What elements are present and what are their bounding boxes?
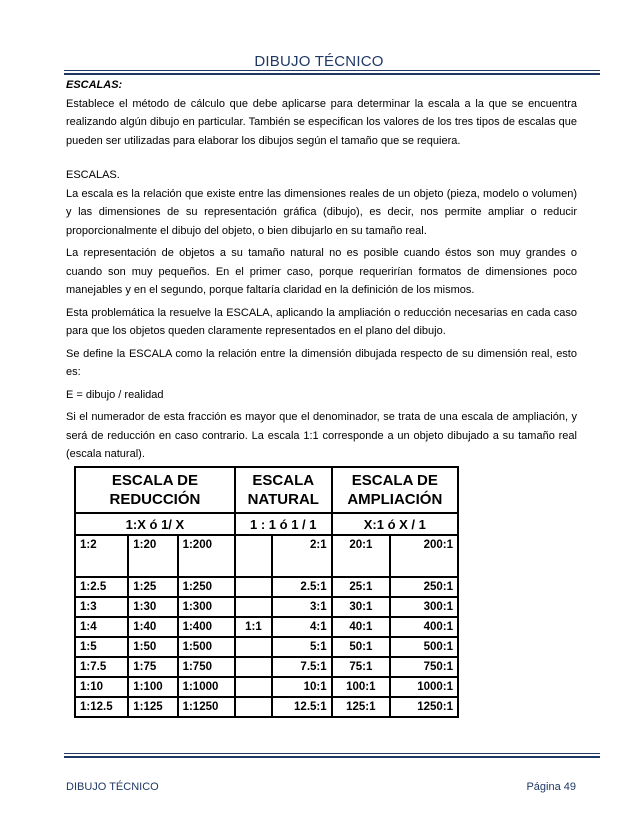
table-cell: 30:1 [332, 597, 390, 617]
table-cell [235, 577, 272, 597]
table-cell: 10:1 [272, 677, 332, 697]
subtitle: ESCALAS. [66, 169, 120, 181]
footer-rule-thick [64, 756, 600, 758]
table-cell [235, 637, 272, 657]
scales-table [74, 466, 459, 718]
table-cell: 1250:1 [390, 697, 458, 717]
table-cell: 1:7.5 [75, 657, 128, 677]
table-cell: 200:1 [390, 535, 458, 577]
table-row [75, 617, 458, 637]
formula-reduccion: 1:X ó 1/ X [75, 513, 235, 535]
table-cell: 1:200 [178, 535, 235, 577]
table-cell: 1:1250 [178, 697, 235, 717]
table-cell: 12.5:1 [272, 697, 332, 717]
table-row [75, 637, 458, 657]
table-cell [235, 597, 272, 617]
table-cell: 1:100 [128, 677, 177, 697]
table-cell: 250:1 [390, 577, 458, 597]
table-row [75, 657, 458, 677]
formula-ampliacion: X:1 ó X / 1 [332, 513, 458, 535]
section-label: ESCALAS: [66, 79, 123, 91]
table-cell: 1:2.5 [75, 577, 128, 597]
table-cell: 1000:1 [390, 677, 458, 697]
paragraph-1: La escala es la relación que existe entre las dimensiones reales de un objeto (pieza, modelo o volumen) y las dimensiones de su representación gráfica (dibujo), es decir, nos permite ampliar o reducir proporcionalmente el dibujo del objeto, o bien dibujarlo en su tamaño real. [66, 187, 577, 237]
table-cell: 125:1 [332, 697, 390, 717]
table-cell: 3:1 [272, 597, 332, 617]
table-cell: 100:1 [332, 677, 390, 697]
footer-page-number: Página 49 [526, 781, 576, 793]
table-cell: 25:1 [332, 577, 390, 597]
table-formula-row [75, 513, 458, 535]
table-cell: 40:1 [332, 617, 390, 637]
footer-title: DIBUJO TÉCNICO [66, 781, 159, 793]
table-cell: 1:2 [75, 535, 128, 577]
table-cell: 1:75 [128, 657, 177, 677]
table-cell [235, 697, 272, 717]
table-cell: 1:10 [75, 677, 128, 697]
table-cell: 4:1 [272, 617, 332, 637]
table-row [75, 535, 458, 577]
table-cell: 400:1 [390, 617, 458, 637]
table-cell [235, 677, 272, 697]
table-cell: 7.5:1 [272, 657, 332, 677]
page-header-title: DIBUJO TÉCNICO [254, 53, 384, 70]
table-cell: 1:500 [178, 637, 235, 657]
table-cell [235, 535, 272, 577]
table-cell: 1:750 [178, 657, 235, 677]
table-cell: 1:1000 [178, 677, 235, 697]
header-rule [64, 70, 600, 71]
table-cell: 2:1 [272, 535, 332, 577]
table-cell: 75:1 [332, 657, 390, 677]
table-cell: 1:300 [178, 597, 235, 617]
formula-natural: 1 : 1 ó 1 / 1 [235, 513, 332, 535]
table-row [75, 597, 458, 617]
document-body [66, 76, 577, 464]
table-cell: 1:250 [178, 577, 235, 597]
table-header-row [75, 467, 458, 513]
paragraph-2: La representación de objetos a su tamaño natural no es posible cuando éstos son muy grandes o cuando son muy pequeños. En el primer caso, porque requerirían formatos de dimensiones poco manejables y en el segundo, porque faltaría claridad en la definición de los mismos. [66, 247, 577, 296]
paragraph-3: Esta problemática la resuelve la ESCALA, aplicando la ampliación o reducción necesarias en cada caso para que los objetos queden claramente representados en el plano del dibujo. [66, 306, 577, 337]
table-cell: 1:5 [75, 637, 128, 657]
table-cell: 1:1 [235, 617, 272, 637]
table-cell: 1:400 [178, 617, 235, 637]
table-row [75, 577, 458, 597]
header-rule-thick [64, 73, 600, 75]
table-cell: 1:4 [75, 617, 128, 637]
header-ampliacion: ESCALA DE AMPLIACIÓN [332, 467, 458, 513]
intro-paragraph: Establece el método de cálculo que debe aplicarse para determinar la escala a la que se encuentra realizando algún dibujo en particular. También se especifican los valores de los tres tipos de escalas que pueden ser utilizadas para elaborar los dibujos según el tamaño que se requiera. [66, 97, 577, 147]
table-cell: 300:1 [390, 597, 458, 617]
table-row [75, 697, 458, 717]
table-cell: 1:25 [128, 577, 177, 597]
paragraph-5: Si el numerador de esta fracción es mayor que el denominador, se trata de una escala de ampliación, y será de reducción en caso contrario. La escala 1:1 corresponde a un objeto dibujado a su tamaño real (escala natural). [66, 411, 577, 460]
formula: E = dibujo / realidad [66, 388, 164, 401]
table-cell [235, 657, 272, 677]
table-cell: 5:1 [272, 637, 332, 657]
header-reduccion: ESCALA DE REDUCCIÓN [75, 467, 235, 513]
table-cell: 750:1 [390, 657, 458, 677]
table-cell: 1:3 [75, 597, 128, 617]
table-body [75, 535, 458, 717]
table-cell: 1:20 [128, 535, 177, 577]
paragraph-4: Se define la ESCALA como la relación entre la dimensión dibujada respecto de su dimensión real, esto es: [66, 347, 577, 378]
header-natural: ESCALA NATURAL [235, 467, 332, 513]
table-cell: 1:12.5 [75, 697, 128, 717]
table-cell: 1:40 [128, 617, 177, 637]
footer-rule [64, 753, 600, 754]
table-row [75, 677, 458, 697]
table-cell: 20:1 [332, 535, 390, 577]
table-cell: 500:1 [390, 637, 458, 657]
table-cell: 1:30 [128, 597, 177, 617]
table-cell: 1:125 [128, 697, 177, 717]
table-cell: 2.5:1 [272, 577, 332, 597]
table-cell: 1:50 [128, 637, 177, 657]
table-cell: 50:1 [332, 637, 390, 657]
